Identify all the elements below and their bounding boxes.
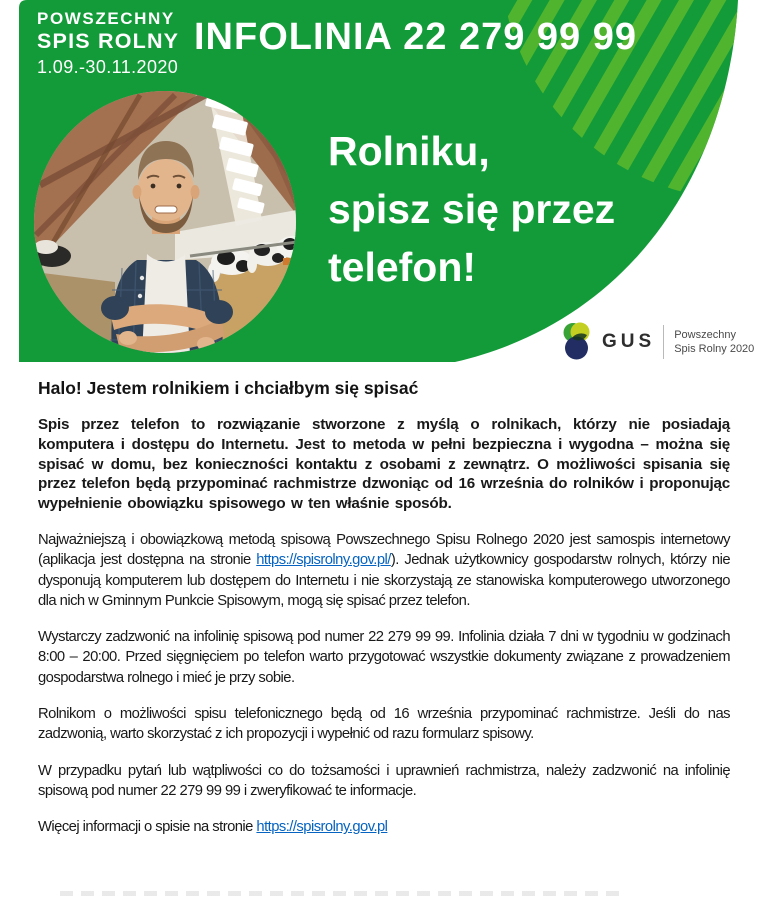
infoline-title: INFOLINIA 22 279 99 99 (194, 16, 638, 58)
tagline-line2: spisz się przez (328, 186, 616, 232)
psr-logo-dates: 1.09.-30.11.2020 (37, 56, 179, 77)
gus-logo-label (674, 328, 754, 356)
gus-logo-text: GUS (602, 331, 656, 352)
article-body (0, 362, 768, 838)
paragraph-hotline: Wystarczy zadzwonić na infolinię spisową pod numer 22 279 99 99. Infolinia działa 7 dni w tygodniu w godzinach 8:00 – 20:00. Przed sięgnięciem po telefon warto przygotować wszystkie dokumenty związane z prowadzeniem gospodarstwa rolnego i mieć je przy sobie. (38, 629, 730, 686)
paragraph-selfcensus (38, 530, 730, 611)
cutoff-text-edge (60, 891, 620, 896)
more-info-text: Więcej informacji o spisie na stronie (38, 819, 257, 836)
psr-logo-line2: SPIS ROLNY (37, 29, 180, 53)
paragraph-selfcensus-text-before: Najważniejszą i obowiązkową metodą spisową Powszechnego Spisu Rolnego 2020 jest samospis internetowy (aplikacja jest dostępna na stronie (38, 531, 730, 569)
gus-logo-icon (560, 321, 596, 363)
paragraph-more-info (38, 817, 730, 837)
gus-logo (560, 320, 760, 364)
tagline-line3: telefon! (328, 244, 477, 290)
psr-logo (37, 10, 179, 76)
spisrolny-link[interactable]: https://spisrolny.gov.pl/ (256, 552, 391, 569)
tagline (328, 122, 615, 296)
header-banner (0, 0, 768, 362)
psr-logo-line1: POWSZECHNY (37, 9, 175, 28)
paragraph-selfcensus-text-after: ). Jednak użytkownicy gospodarstw rolnych, którzy nie dysponują komputerem lub dostępem do Internetu i nie skorzystają ze stanowiska komputerowego utworzonego dla nich w Gminnym Punkcie Spisowym, mogą się spisać przez telefon. (38, 552, 731, 609)
tagline-line1: Rolniku, (328, 128, 490, 174)
gus-logo-divider (663, 325, 664, 359)
gus-label-line1: Powszechny (674, 329, 736, 341)
article-heading: Halo! Jestem rolnikiem i chciałbym się spisać (38, 378, 419, 398)
paragraph-enumerators: Rolnikom o możliwości spisu telefonicznego będą od 16 września przypominać rachmistrze. Jeśli do nas zadzwonią, warto skorzystać z ich propozycji i wypełnić od razu formularz spisowy. (38, 706, 730, 743)
paragraph-intro: Spis przez telefon to rozwiązanie stworzone z myślą o rolnikach, którzy nie posiadają komputera i dostępu do Internetu. Jest to metoda w pełni bezpieczna i wygodna – można się spisać w domu, bez konieczności kontaktu z osobami z zewnątrz. O możliwości spisania się przez telefon będą przypominać rachmistrze dzwoniąc od 16 września do rolników i proponując wypełnienie obowiązku spisowego w ten właśnie sposób. (38, 416, 730, 513)
gus-label-line2: Spis Rolny 2020 (674, 343, 755, 355)
paragraph-verification: W przypadku pytań lub wątpliwości co do tożsamości i uprawnień rachmistrza, należy zadzwonić na infolinię spisową pod numer 22 279 99 99 i zweryfikować te informacje. (38, 762, 730, 799)
spisrolny-link-footer[interactable]: https://spisrolny.gov.pl (256, 819, 388, 836)
